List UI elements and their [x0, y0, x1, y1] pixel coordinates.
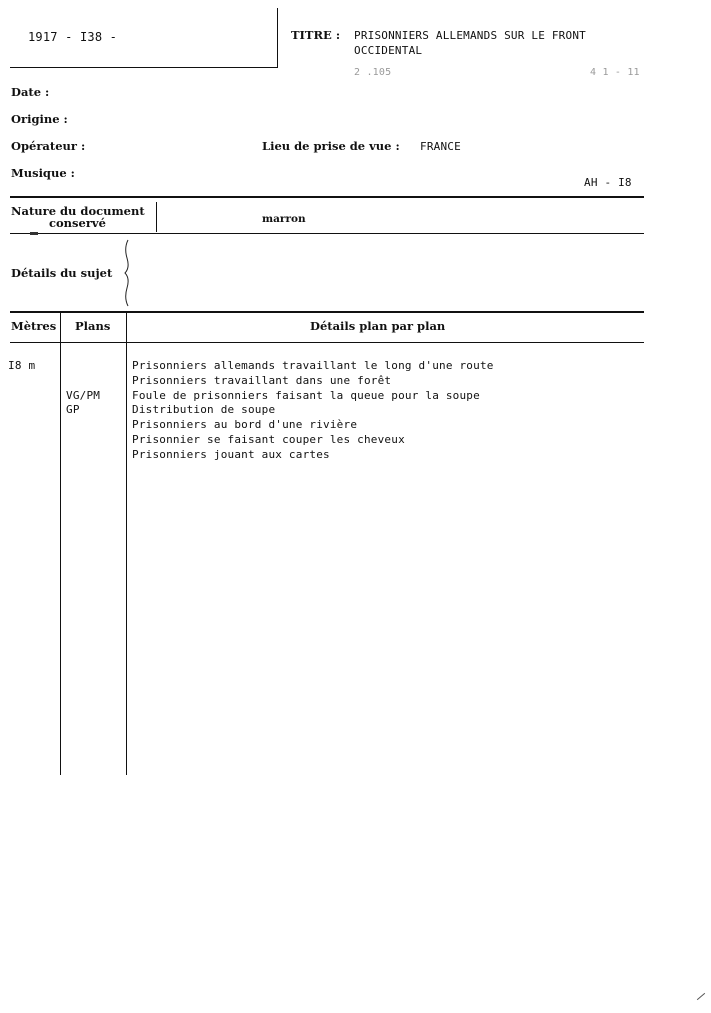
- origine-label: Origine :: [11, 112, 68, 126]
- faint-stamp-center: 2 .105: [354, 67, 392, 78]
- col-divider-plans-details: [126, 313, 127, 775]
- nature-top-rule: [10, 196, 644, 198]
- table-header-rule: [10, 342, 644, 343]
- detail-row: Distribution de soupe: [132, 403, 276, 417]
- lieu-value: FRANCE: [420, 140, 461, 153]
- titre-line-1: PRISONNIERS ALLEMANDS SUR LE FRONT: [354, 29, 586, 42]
- detail-row: Prisonnier se faisant couper les cheveux: [132, 432, 405, 446]
- details-sujet-brace: [122, 238, 132, 308]
- metres-value: I8 m: [8, 359, 36, 372]
- nature-label-line-2: conservé: [49, 216, 106, 230]
- titre-label: TITRE :: [291, 28, 341, 42]
- table-top-rule: [10, 311, 644, 313]
- detail-row: Foule de prisonniers faisant la queue pour la soupe: [132, 388, 480, 402]
- film-reference: 1917 - I38 -: [28, 30, 118, 44]
- scan-mark-corner: [697, 993, 705, 1000]
- header-divider-horizontal: [10, 67, 278, 68]
- operateur-label: Opérateur :: [11, 139, 86, 153]
- scan-mark: [30, 232, 38, 235]
- titre-line-2: OCCIDENTAL: [354, 44, 423, 57]
- plan-cell: VG/PM: [66, 388, 101, 402]
- faint-stamp-right: 4 1 - 11: [590, 67, 640, 78]
- archive-code: AH - I8: [584, 176, 632, 189]
- col-header-plans: Plans: [75, 319, 111, 333]
- lieu-label: Lieu de prise de vue :: [262, 139, 400, 153]
- col-header-metres: Mètres: [11, 319, 57, 333]
- detail-row: Prisonniers allemands travaillant le long d'une route: [132, 359, 494, 372]
- plan-cell: [66, 359, 100, 374]
- detail-row: Prisonniers travaillant dans une forêt: [132, 373, 392, 387]
- plan-cell: [66, 374, 100, 389]
- details-column: [132, 359, 494, 463]
- nature-bottom-rule: [10, 233, 644, 234]
- nature-value: marron: [262, 213, 306, 225]
- details-sujet-label: Détails du sujet: [11, 266, 113, 280]
- plans-column: [66, 359, 100, 418]
- detail-row: Prisonniers jouant aux cartes: [132, 447, 330, 461]
- plan-cell: GP: [66, 403, 80, 417]
- header-divider-vertical: [277, 8, 278, 68]
- nature-label-line-1: Nature du document: [11, 204, 145, 218]
- detail-row: Prisonniers au bord d'une rivière: [132, 418, 358, 432]
- musique-label: Musique :: [11, 166, 75, 180]
- date-label: Date :: [11, 85, 50, 99]
- col-header-details: Détails plan par plan: [310, 319, 446, 333]
- col-divider-metres-plans: [60, 313, 61, 775]
- nature-bracket: [156, 202, 157, 232]
